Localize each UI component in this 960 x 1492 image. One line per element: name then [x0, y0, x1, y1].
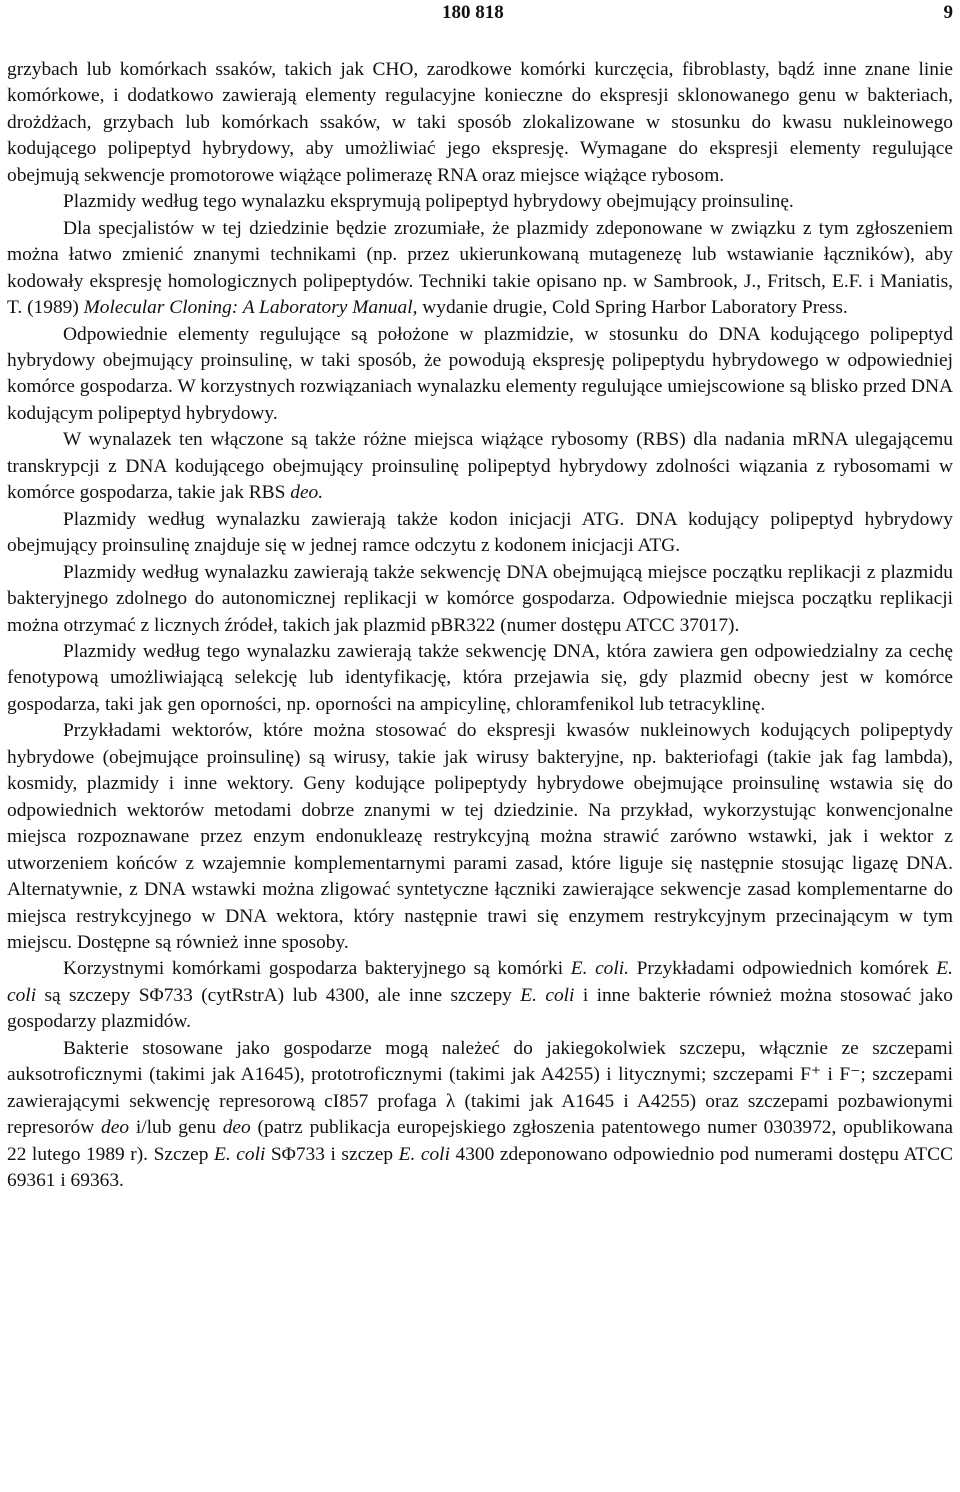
paragraph [7, 189, 953, 215]
paragraph [7, 956, 953, 1035]
paragraph [7, 1036, 953, 1195]
page-header [0, 2, 960, 26]
italic-text: E. coli [520, 984, 575, 1006]
paragraph [7, 560, 953, 639]
text-run: Korzystnymi komórkami gospodarza bakteryjnego są komórki [63, 958, 571, 980]
italic-text: E. coli [7, 958, 953, 1006]
text-run: Plazmidy według wynalazku zawierają także sekwencję DNA obejmującą miejsce początku replikacji z plazmidu bakteryjnego zdolnego do autonomicznej replikacji w komórce gospodarza. Odpowiednie miejsca początku replikacji można otrzymać z licznych źródeł, takich jak plazmid pBR322 (numer dostępu ATCC 37017). [7, 561, 953, 636]
italic-text: deo [101, 1117, 130, 1139]
patent-number: 180 818 [442, 2, 504, 23]
text-run: Przykładami wektorów, które można stosować do ekspresji kwasów nukleinowych kodujących polipeptydy hybrydowe (obejmujące proinsulinę) są wirusy, takie jak wirusy bakteryjne, np. bakteriofagi (takie jak fag lambda), kosmidy, plazmidy i inne wektory. Geny kodujące polipeptydy hybrydowe obejmujące proinsulinę wstawia się do odpowiednich wektorów metodami dobrze znanymi w tej dziedzinie. Na przykład, wykorzystując konwencjonalne miejsca rozpoznawane przez enzym endonukleazę restrykcyjną można strawić zarówno wstawki, jak i wektor z utworzeniem końców z wzajemnie komplementarnymi parami zasad, które liguje się następnie stosując ligazę DNA. Alternatywnie, z DNA wstawki można zligować syntetyczne łączniki zawierające sekwencje zasad komplementarne do miejsca restrykcyjnego w DNA wektora, który następnie trawi się enzymem restrykcyjnym przecinającym w tym miejscu. Dostępne są również inne sposoby. [7, 720, 953, 953]
text-run: i/lub genu [129, 1117, 223, 1139]
text-run: Przykładami odpowiednich komórek [629, 958, 937, 980]
italic-text: deo [222, 1117, 251, 1139]
italic-text: E. coli. [570, 958, 630, 980]
text-run: Bakterie stosowane jako gospodarze mogą należeć do jakiegokolwiek szczepu, włącznie ze szczepami auksotroficznymi (takimi jak A1645), prototroficznymi (takimi jak A4255) i litycznymi; szczepami F⁺ i F⁻; szczepami zawierającymi sekwencję represorową cI857 profaga λ (takimi jak A1645 i A4255) oraz szczepami pozbawionymi represorów [7, 1037, 953, 1139]
text-run: Plazmidy według tego wynalazku eksprymują polipeptyd hybrydowy obejmujący proinsulinę. [63, 191, 794, 213]
text-run: SΦ733 i szczep [265, 1143, 399, 1165]
text-run: Plazmidy według wynalazku zawierają także kodon inicjacji ATG. DNA kodujący polipeptyd hybrydowy obejmujący proinsulinę znajduje się w jednej ramce odczytu z kodonem inicjacji ATG. [7, 508, 953, 557]
text-run: Dla specjalistów w tej dziedzinie będzie zrozumiałe, że plazmidy zdeponowane w związku z tym zgłoszeniem można łatwo zmienić znanymi technikami (np. przez ukierunkowaną mutagenezę lub wstawianie łączników), aby kodowały ekspresję homologicznych polipeptydów. Techniki takie opisano np. w Sambrook, J., Fritsch, E.F. i Maniatis, T. (1989) [7, 217, 953, 319]
text-run: Plazmidy według tego wynalazku zawierają także sekwencję DNA, która zawiera gen odpowiedzialny za cechę fenotypową umożliwiającą selekcję lub identyfikację, która przejawia się, gdy plazmid obecny jest w komórce gospodarza, taki jak gen oporności, np. oporności na ampicylinę, chloramfenikol lub tetracyklinę. [7, 640, 953, 715]
italic-text: Molecular Cloning: A Laboratory Manual, [83, 297, 418, 319]
italic-text: deo. [290, 482, 324, 504]
text-run: 4300 zdeponowano odpowiednio pod numerami dostępu ATCC 69361 i 69363. [7, 1143, 954, 1192]
text-run: grzybach lub komórkach ssaków, takich jak CHO, zarodkowe komórki kurczęcia, fibroblasty, bądź inne znane linie komórkowe, i dodatkowo zawierają elementy regulacyjne konieczne do ekspresji sklonowanego genu w bakteriach, drożdżach, grzybach lub komórkach ssaków, w taki sposób zlokalizowane w stosunku do kwasu nukleinowego kodującego polipeptyd hybrydowy, aby umożliwiać jego ekspresję. Wymagane do ekspresji elementy regulujące obejmują sekwencje promotorowe wiążące polimerazę RNA oraz miejsce wiążące rybosom. [7, 59, 953, 186]
text-run: wydanie drugie, Cold Spring Harbor Laboratory Press. [417, 297, 848, 319]
paragraph [7, 427, 953, 506]
paragraph [7, 639, 953, 718]
text-run: W wynalazek ten włączone są także różne miejsca wiążące rybosomy (RBS) dla nadania mRNA ulegającemu transkrypcji z DNA kodującego obejmujący proinsulinę polipeptyd hybrydowy zdolności wiązania z rybosomami w komórce gospodarza, takie jak RBS [7, 429, 953, 504]
paragraph [7, 216, 953, 322]
paragraph [7, 507, 953, 560]
italic-text: E. coli [398, 1143, 450, 1165]
italic-text: E. coli [214, 1143, 266, 1165]
paragraph [7, 57, 953, 189]
text-run: i inne bakterie również można stosować jako gospodarzy plazmidów. [7, 984, 953, 1033]
paragraph [7, 718, 953, 956]
body-text [7, 57, 953, 1194]
text-run: (patrz publikacja europejskiego zgłoszenia patentowego numer 0303972, opublikowana 22 lutego 1989 r). Szczep [7, 1117, 953, 1165]
paragraph [7, 322, 953, 428]
text-run: Odpowiednie elementy regulujące są położone w plazmidzie, w stosunku do DNA kodującego polipeptyd hybrydowy obejmujący proinsulinę, w taki sposób, że powodują ekspresję polipeptydu hybrydowego w odpowiedniej komórce gospodarza. W korzystnych rozwiązaniach wynalazku elementy regulujące umiejscowione są blisko przed DNA kodującym polipeptyd hybrydowy. [7, 323, 953, 424]
text-run: są szczepy SΦ733 (cytRstrA) lub 4300, ale inne szczepy [36, 984, 521, 1006]
page-number: 9 [943, 2, 953, 23]
